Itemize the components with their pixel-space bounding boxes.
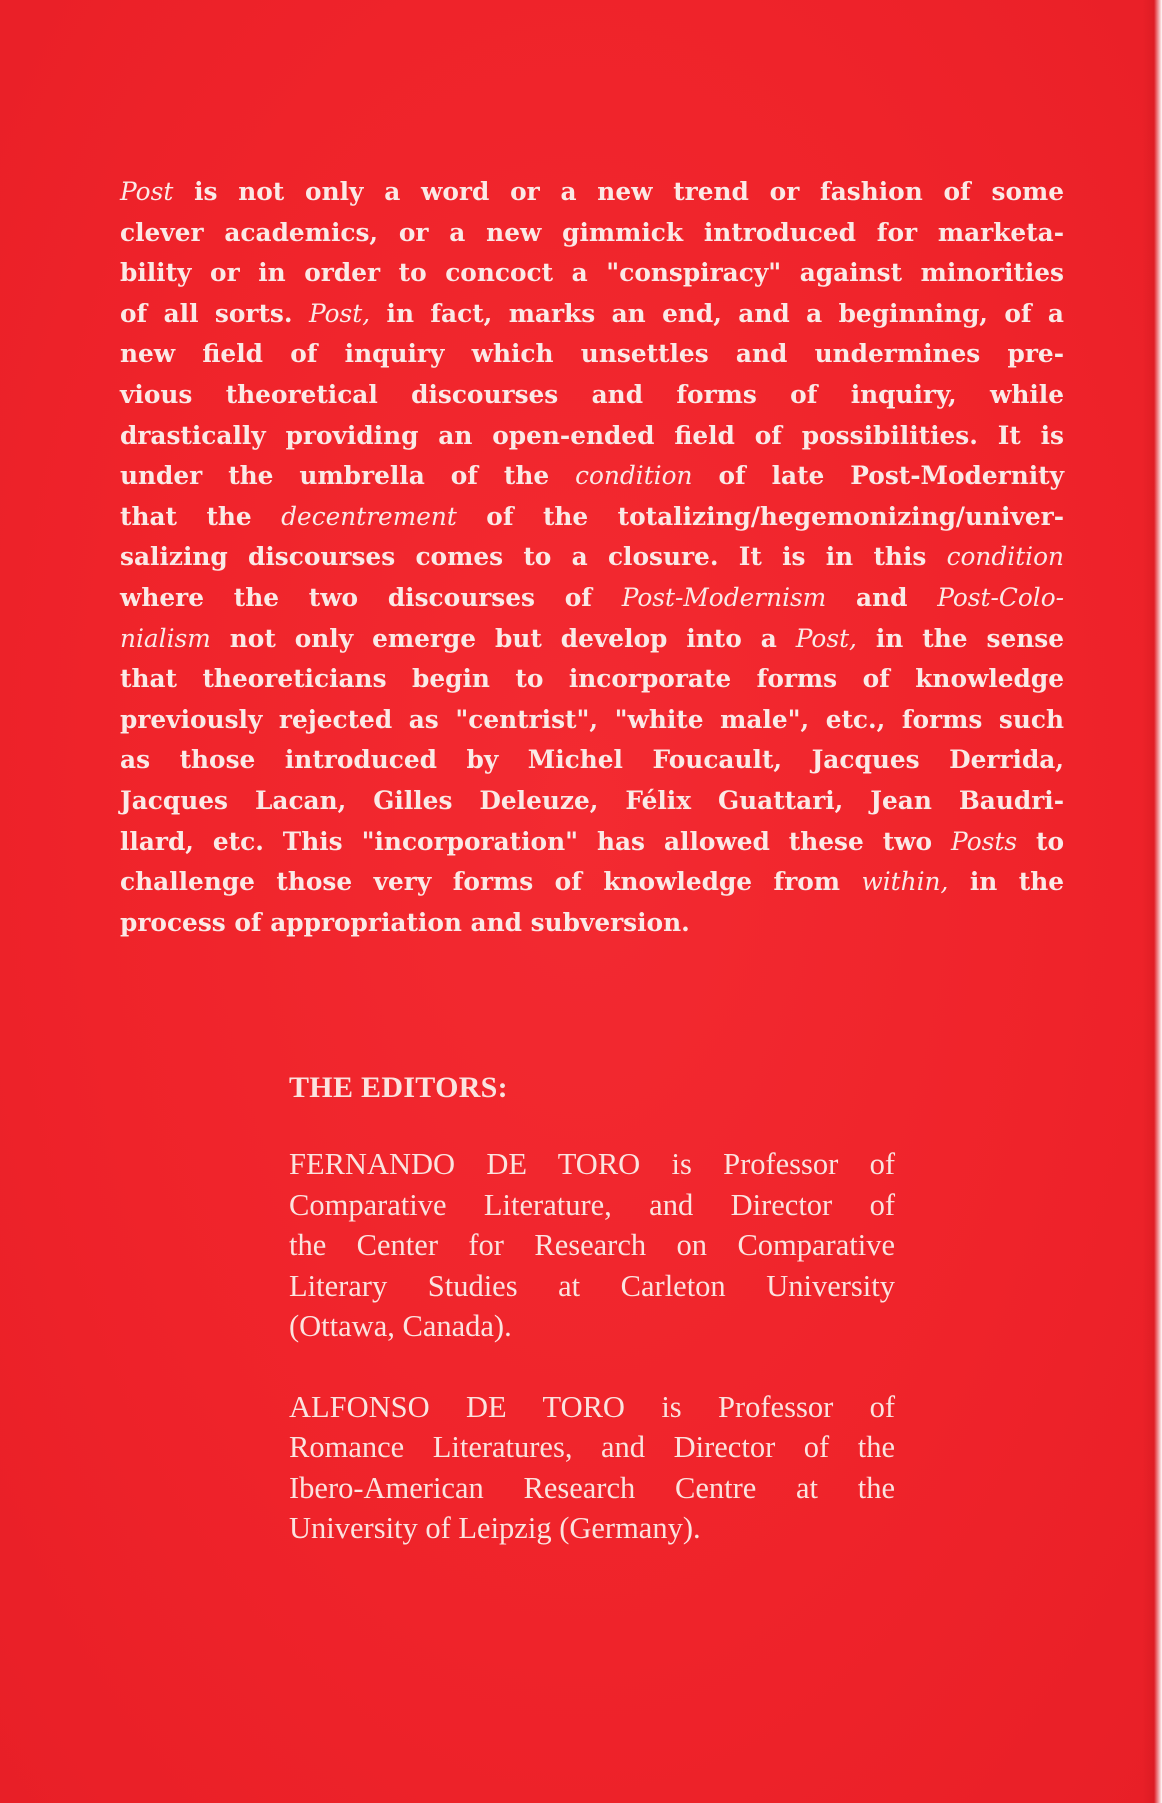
editor-bio-line: ALFONSO DE TORO is Professor of bbox=[289, 1389, 895, 1424]
blurb-line bbox=[120, 172, 1064, 213]
blurb-text: new field of inquiry which unsettles and undermines pre- bbox=[120, 339, 1064, 369]
blurb-text: in the sense bbox=[856, 623, 1064, 653]
blurb-italic-text: Post bbox=[120, 177, 174, 206]
blurb-line bbox=[120, 903, 1064, 944]
blurb-line bbox=[120, 253, 1064, 294]
blurb-text: Jacques Lacan, Gilles Deleuze, Félix Guattari, Jean Baudri- bbox=[120, 785, 1064, 815]
blurb-italic-text: Post, bbox=[308, 298, 371, 328]
blurb-text: in the bbox=[948, 867, 1064, 897]
blurb-text: of the totalizing/hegemonizing/univer- bbox=[456, 501, 1065, 531]
blurb-text: to bbox=[1017, 826, 1064, 856]
blurb-italic-text: condition bbox=[946, 542, 1064, 572]
editor-bio-line: Comparative Literature, and Director of bbox=[289, 1187, 895, 1222]
blurb-line bbox=[120, 416, 1064, 457]
editors-section bbox=[289, 1068, 895, 1589]
blurb-line bbox=[120, 822, 1064, 863]
editor-bios bbox=[289, 1144, 895, 1549]
blurb-line bbox=[120, 619, 1064, 660]
blurb-italic-text: Post-Colo- bbox=[937, 582, 1065, 612]
blurb-line bbox=[120, 456, 1064, 497]
blurb-text: not only emerge but develop into a bbox=[210, 623, 796, 653]
cover-blurb bbox=[120, 172, 1064, 943]
blurb-italic-text: Post-Modernism bbox=[621, 582, 827, 612]
editor-bio bbox=[289, 1387, 895, 1549]
editor-bio-line: the Center for Research on Comparative bbox=[289, 1228, 895, 1262]
blurb-line bbox=[120, 862, 1064, 903]
blurb-italic-text: Post, bbox=[795, 623, 857, 653]
blurb-text: of all sorts. bbox=[120, 298, 309, 328]
editor-bio-line: FERNANDO DE TORO is Professor of bbox=[289, 1147, 895, 1181]
blurb-text: that theoreticians begin to incorporate forms of knowledge bbox=[120, 664, 1064, 694]
blurb-text: llard, etc. This "incorporation" has allowed these two bbox=[120, 826, 952, 856]
blurb-line bbox=[120, 700, 1064, 741]
blurb-text: previously rejected as "centrist", "white male", etc., forms such bbox=[120, 704, 1064, 734]
page-edge bbox=[1142, 0, 1162, 1803]
blurb-italic-text: Posts bbox=[951, 826, 1018, 856]
blurb-text: challenge those very forms of knowledge from bbox=[120, 867, 862, 897]
blurb-line bbox=[120, 781, 1064, 822]
blurb-text: process of appropriation and subversion. bbox=[120, 907, 690, 937]
blurb-line bbox=[120, 294, 1064, 335]
blurb-text: salizing discourses comes to a closure. It is in this bbox=[120, 542, 947, 572]
editor-bio-line: Literary Studies at Carleton University bbox=[289, 1268, 895, 1303]
blurb-line bbox=[120, 334, 1064, 375]
blurb-text: under the umbrella of the bbox=[120, 461, 576, 491]
blurb-italic-text: within, bbox=[861, 867, 949, 897]
blurb-line bbox=[120, 740, 1064, 781]
editor-bio-line: Ibero-American Research Centre at the bbox=[289, 1470, 895, 1505]
blurb-text: is not only a word or a new trend or fashion of some bbox=[173, 177, 1064, 206]
blurb-line bbox=[120, 213, 1064, 254]
editor-bio-line: Romance Literatures, and Director of the bbox=[289, 1430, 895, 1464]
editors-heading: THE EDITORS: bbox=[289, 1071, 508, 1104]
blurb-text: vious theoretical discourses and forms of inquiry, while bbox=[120, 379, 1064, 409]
blurb-text: where the two discourses of bbox=[120, 582, 622, 612]
editor-bio bbox=[289, 1144, 895, 1347]
editor-bio-line: University of Leipzig (Germany). bbox=[289, 1511, 701, 1545]
blurb-line bbox=[120, 375, 1064, 416]
blurb-italic-text: nialism bbox=[120, 623, 211, 653]
blurb-text: of late Post-Modernity bbox=[692, 461, 1064, 491]
blurb-line bbox=[120, 537, 1064, 578]
blurb-text: clever academics, or a new gimmick introduced for marketa- bbox=[120, 217, 1064, 247]
blurb-italic-text: decentrement bbox=[281, 501, 457, 531]
editor-bio-line: (Ottawa, Canada). bbox=[289, 1309, 512, 1343]
blurb-text: in fact, marks an end, and a beginning, of a bbox=[370, 298, 1064, 328]
blurb-text: that the bbox=[120, 501, 282, 531]
blurb-text: and bbox=[826, 582, 938, 612]
blurb-italic-text: condition bbox=[575, 461, 693, 491]
blurb-text: drastically providing an open-ended field of possibilities. It is bbox=[120, 420, 1064, 450]
blurb-text: as those introduced by Michel Foucault, Jacques Derrida, bbox=[120, 745, 1064, 775]
blurb-line bbox=[120, 578, 1064, 619]
blurb-text: bility or in order to concoct a "conspiracy" against minorities bbox=[120, 258, 1064, 288]
blurb-line bbox=[120, 497, 1064, 538]
blurb-line bbox=[120, 659, 1064, 700]
